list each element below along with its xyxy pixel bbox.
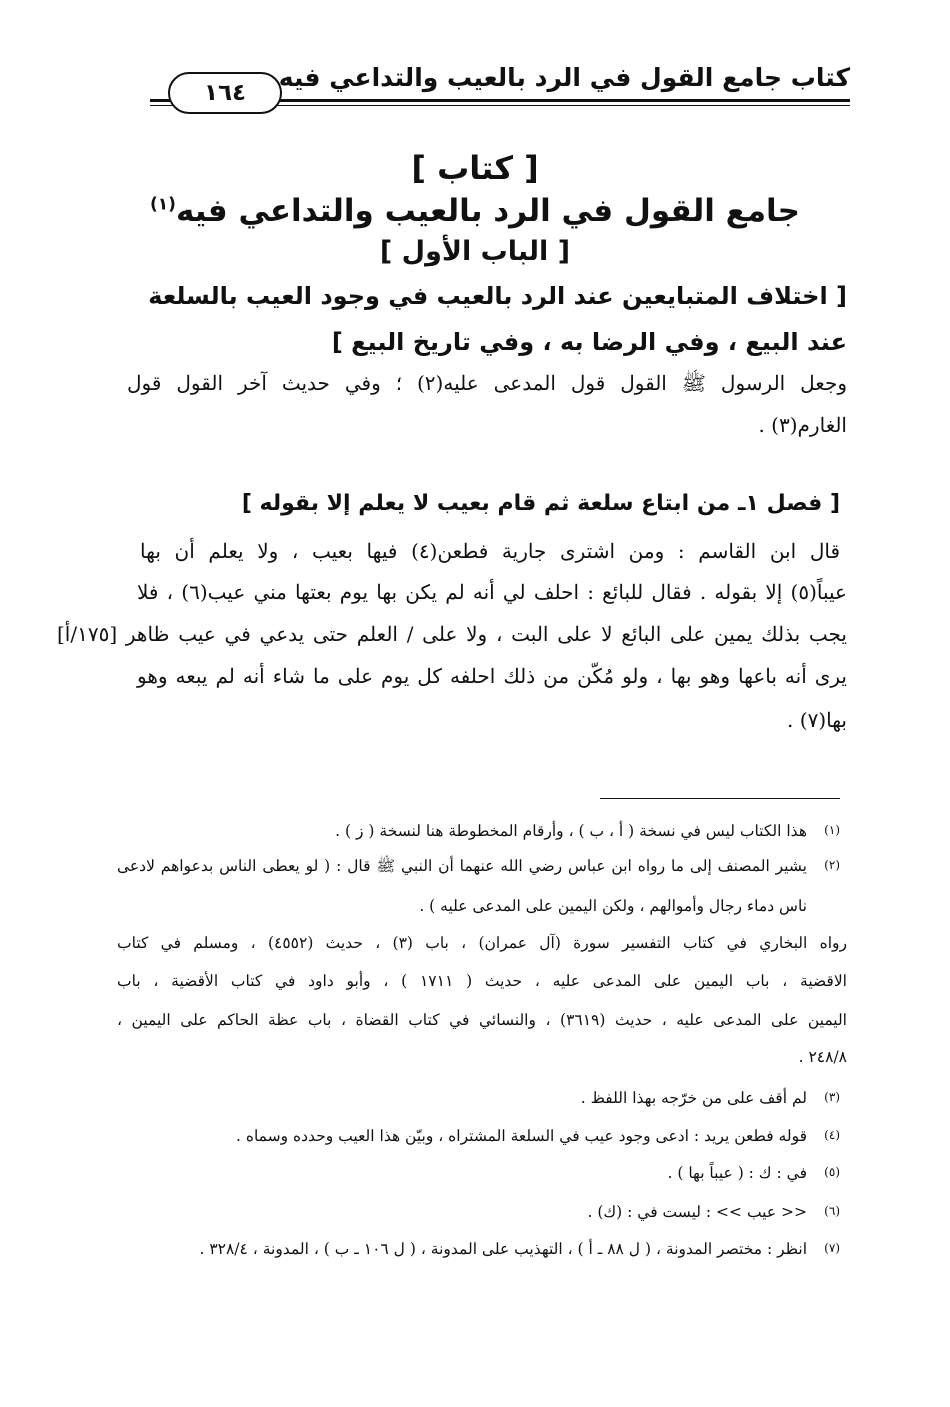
footnote-rule (600, 798, 840, 799)
footnote-number: (٧) (824, 1241, 840, 1255)
footnote-2-line-1: يشير المصنف إلى ما رواه ابن عباس رضي الله عنهما أن النبي ﷺ قال : ( لو يعطى الناس بدعواهم لادعى (117, 857, 807, 875)
intro-line-1: وجعل الرسول ﷺ القول قول المدعى عليه(٢) ؛ وفي حديث آخر القول قول (127, 371, 847, 395)
subheading-line-2: عند البيع ، وفي الرضا به ، وفي تاريخ البيع ] (331, 328, 847, 356)
section-line-3: يجب بذلك يمين على البائع لا على البت ، ولا على / العلم حتى يدعي في عيب ظاهر [١٧٥/أ] (57, 622, 847, 646)
subheading-line-1: [ اختلاف المتبايعين عند الرد بالعيب في وجود العيب بالسلعة (148, 282, 847, 310)
chapter-heading: [ الباب الأول ] (379, 236, 571, 267)
footnote-7-line-1: انظر : مختصر المدونة ، ( ل ٨٨ ـ أ ) ، التهذيب على المدونة ، ( ل ١٠٦ ـ ب ) ، المدونة ، ٣٢٨/٤ . (199, 1240, 807, 1258)
intro-line-2: الغارم(٣) . (758, 413, 847, 437)
footnote-4-line-1: قوله فطعن يريد : ادعى وجود عيب في السلعة المشتراه ، وبيّن هذا العيب وحدده وسماه . (235, 1127, 807, 1145)
running-header (150, 58, 850, 118)
header-title: كتاب جامع القول في الرد بالعيب والتداعي فيه (278, 63, 850, 92)
footnote-number: (٥) (824, 1165, 840, 1179)
footnote-2-line-3: رواه البخاري في كتاب التفسير سورة (آل عمران) ، باب (٣) ، حديث (٤٥٥٢) ، ومسلم في كتاب (117, 934, 847, 952)
footnote-2-line-6: ٢٤٨/٨ . (798, 1048, 847, 1066)
book-title (0, 188, 950, 234)
footnote-number: (٦) (824, 1204, 840, 1218)
book-title-footnote-ref: (١) (149, 194, 176, 215)
footnote-3-line-1: لم أقف على من خرّجه بهذا اللفظ . (580, 1089, 807, 1107)
footnote-2-line-5: اليمين على المدعى عليه ، حديث (٣٦١٩) ، والنسائي في كتاب القضاة ، باب عظة الحاكم على اليمين ، (117, 1011, 847, 1029)
book-heading: [ كتاب ] (411, 149, 539, 187)
footnote-number: (٤) (824, 1128, 840, 1142)
section-line-5: بها(٧) . (787, 708, 847, 732)
footnote-2-line-2: ناس دماء رجال وأموالهم ، ولكن اليمين على المدعى عليه ) . (419, 897, 807, 915)
book-title-text: جامع القول في الرد بالعيب والتداعي فيه (175, 193, 801, 229)
footnote-2-line-4: الاقضية ، باب اليمين على المدعى عليه ، حديث ( ١٧١١ ) ، وأبو داود في كتاب الأقضية ، باب (117, 972, 847, 990)
section-line-4: يرى أنه باعها وهو بها ، ولو مُكّن من ذلك احلفه كل يوم على ما شاء أنه لم يبعه وهو (137, 664, 847, 688)
footnote-number: (٢) (824, 858, 840, 872)
section-heading: [ فصل ١ـ من ابتاع سلعة ثم قام بعيب لا يعلم إلا بقوله ] (241, 491, 840, 516)
page-number: ١٦٤ (168, 72, 282, 114)
footnote-6-line-1: << عيب >> : ليست في : (ك) . (587, 1203, 807, 1221)
section-line-1: قال ابن القاسم : ومن اشترى جارية فطعن(٤) فيها بعيب ، ولا يعلم أن بها (140, 539, 841, 563)
footnote-5-line-1: في : ك : ( عيباً بها ) . (667, 1164, 807, 1182)
footnote-number: (١) (824, 823, 840, 837)
footnote-number: (٣) (824, 1090, 840, 1104)
section-line-2: عيباً(٥) إلا بقوله . فقال للبائع : احلف لي أنه لم يكن بها يوم بعتها مني عيب(٦) ، فلا (137, 580, 847, 604)
footnote-1-line-1: هذا الكتاب ليس في نسخة ( أ ، ب ) ، وأرقام المخطوطة هنا لنسخة ( ز ) . (335, 822, 807, 840)
